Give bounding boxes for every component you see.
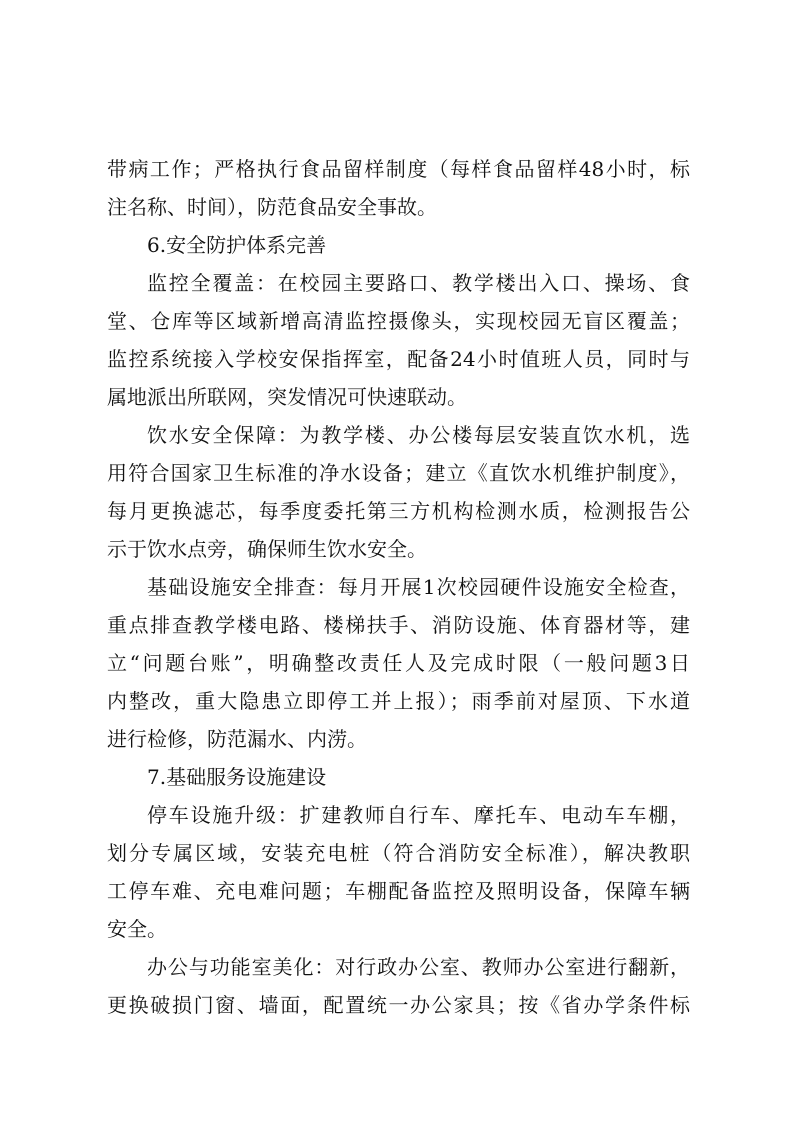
text-line: 饮水安全保障：为教学楼、办公楼每层安装直饮水机，选 (147, 423, 690, 447)
text-line: 进行检修，防范漏水、内涝。 (107, 727, 367, 751)
document-body (107, 150, 690, 1024)
text-line: 安全。 (107, 917, 167, 941)
text-line: 监控系统接入学校安保指挥室，配备24小时值班人员，同时与 (107, 347, 690, 371)
text-line: 工停车难、充电难问题；车棚配备监控及照明设备，保障车辆 (107, 879, 690, 903)
text-line: 监控全覆盖：在校园主要路口、教学楼出入口、操场、食 (147, 271, 690, 295)
section-heading: 6.安全防护体系完善 (147, 233, 327, 257)
text-line: 注名称、时间），防范食品安全事故。 (107, 195, 437, 219)
text-line: 用符合国家卫生标准的净水设备；建立《直饮水机维护制度》， (107, 461, 690, 485)
text-line: 示于饮水点旁，确保师生饮水安全。 (107, 537, 427, 561)
text-line: 更换破损门窗、墙面，配置统一办公家具；按《省办学条件标 (107, 993, 690, 1017)
text-line: 停车设施升级：扩建教师自行车、摩托车、电动车车棚， (147, 803, 690, 827)
text-line: 内整改，重大隐患立即停工并上报）；雨季前对屋顶、下水道 (107, 689, 690, 713)
text-line: 带病工作；严格执行食品留样制度（每样食品留样48小时，标 (107, 157, 690, 181)
section-heading: 7.基础服务设施建设 (147, 765, 327, 789)
text-line: 办公与功能室美化：对行政办公室、教师办公室进行翻新， (147, 955, 690, 979)
text-line: 每月更换滤芯，每季度委托第三方机构检测水质，检测报告公 (107, 499, 690, 523)
text-line: 堂、仓库等区域新增高清监控摄像头，实现校园无盲区覆盖； (107, 309, 690, 333)
text-line: 属地派出所联网，突发情况可快速联动。 (107, 385, 467, 409)
text-line: 立“问题台账”，明确整改责任人及完成时限（一般问题3日 (107, 651, 690, 675)
text-line: 划分专属区域，安装充电桩（符合消防安全标准），解决教职 (107, 841, 690, 865)
text-line: 基础设施安全排查：每月开展1次校园硬件设施安全检查， (147, 575, 690, 599)
text-line: 重点排查教学楼电路、楼梯扶手、消防设施、体育器材等，建 (107, 613, 690, 637)
